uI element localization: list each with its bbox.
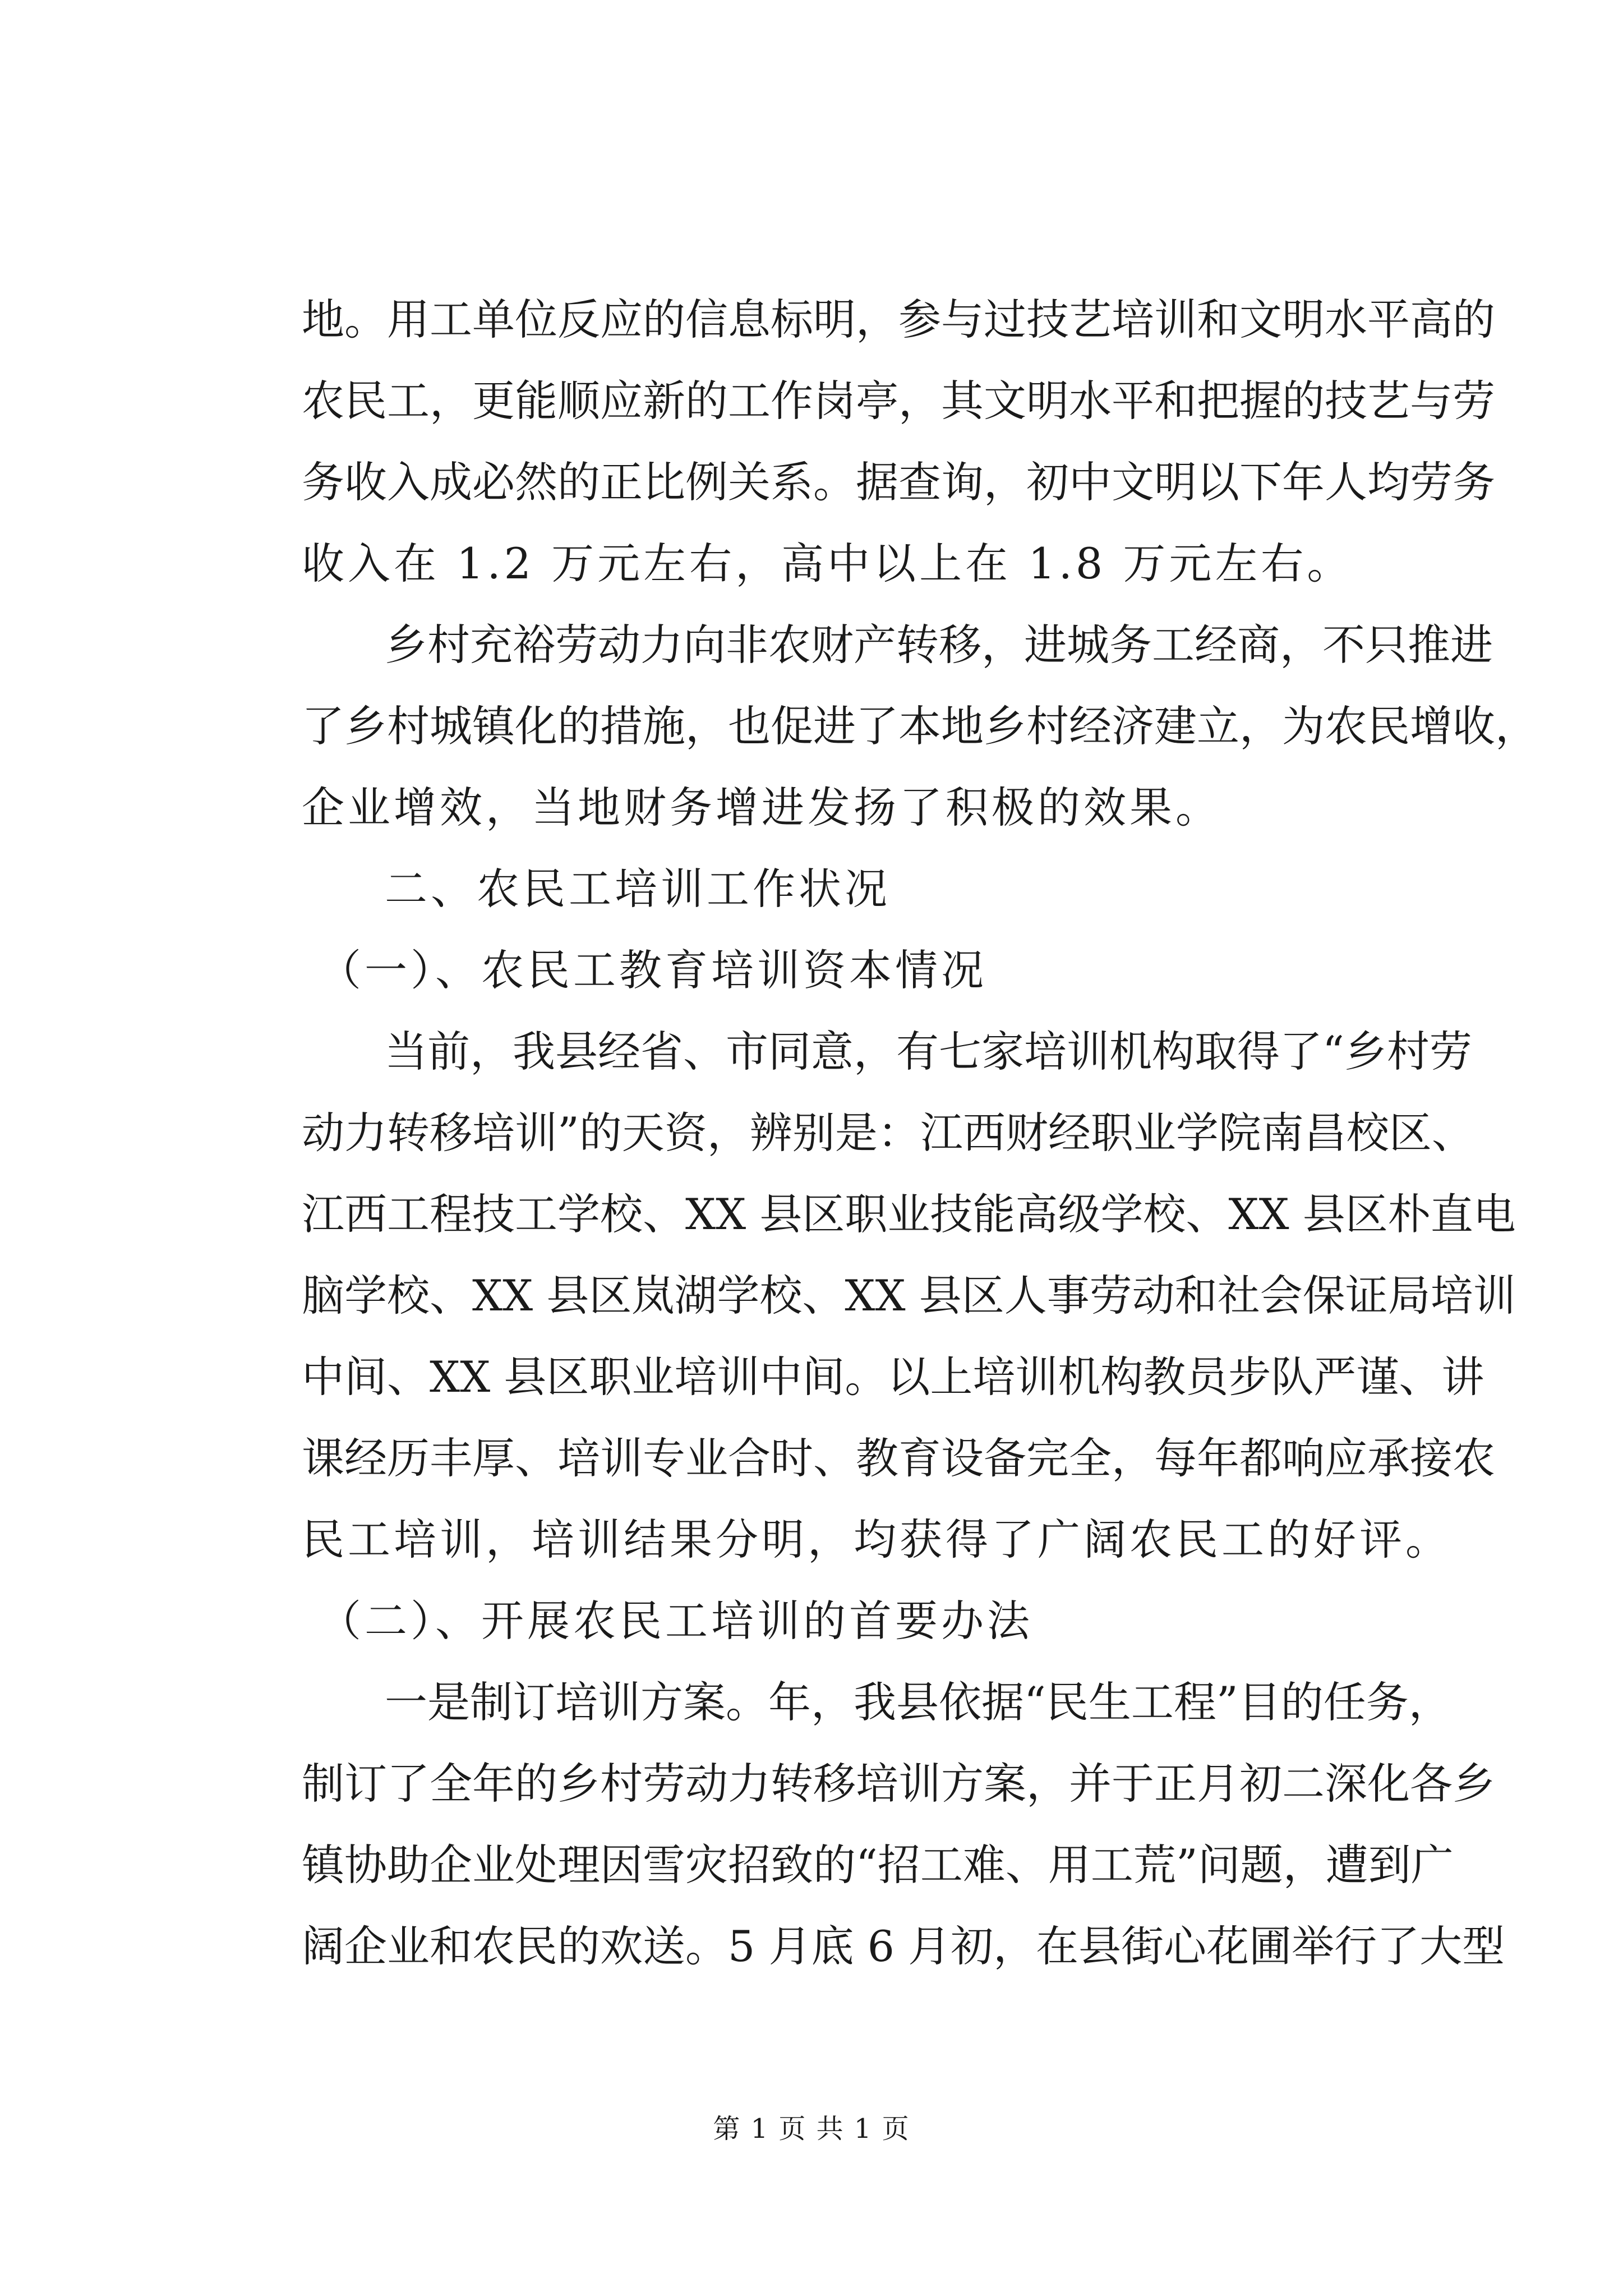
text-line: 企业增效，当地财务增进发扬了积极的效果。 xyxy=(302,783,1221,832)
text-line: 了乡村城镇化的措施，也促进了本地乡村经济建立，为农民增收， xyxy=(302,701,1538,751)
text-line: 课经历丰厚、培训专业合时、教育设备完全，每年都响应承接农 xyxy=(302,1433,1495,1483)
text-line: 民工培训，培训结果分明，均获得了广阔农民工的好评。 xyxy=(302,1515,1451,1565)
subsection-heading: （二）、开展农民工培训的首要办法 xyxy=(319,1596,1033,1646)
page-number-label: 第 1 页 共 1 页 xyxy=(713,2113,910,2145)
text-line: 农民工，更能顺应新的工作岗亭，其文明水平和把握的技艺与劳 xyxy=(302,376,1495,426)
text-line: 动力转移培训”的天资，辨别是：江西财经职业学院南昌校区、 xyxy=(302,1108,1474,1158)
text-line: 中间、XX 县区职业培训中间。以上培训机构教员步队严谨、讲 xyxy=(302,1352,1484,1402)
text-line: 地。用工单位反应的信息标明，参与过技艺培训和文明水平高的 xyxy=(302,295,1495,344)
section-heading: 二、农民工培训工作状况 xyxy=(385,864,891,914)
text-line: 镇协助企业处理因雪灾招致的“招工难、用工荒”问题，遭到广 xyxy=(302,1840,1454,1890)
text-line: 阔企业和农民的欢送。5 月底 6 月初，在县街心花圃举行了大型 xyxy=(302,1921,1505,1971)
text-line: 江西工程技工学校、XX 县区职业技能高级学校、XX 县区朴直电 xyxy=(302,1189,1516,1239)
paragraph-first-line: 一是制订培训方案。年，我县依据“民生工程”目的任务， xyxy=(385,1677,1451,1727)
page-footer xyxy=(0,2112,1623,2146)
text-line: 收入在 1.2 万元左右，高中以上在 1.8 万元左右。 xyxy=(302,539,1353,588)
text-line: 务收入成必然的正比例关系。据查询，初中文明以下年人均劳务 xyxy=(302,457,1495,507)
paragraph-first-line: 当前，我县经省、市同意，有七家培训机构取得了“乡村劳 xyxy=(385,1027,1472,1076)
text-line: 制订了全年的乡村劳动力转移培训方案，并于正月初二深化各乡 xyxy=(302,1759,1495,1809)
paragraph-first-line: 乡村充裕劳动力向非农财产转移，进城务工经商，不只推进 xyxy=(385,620,1493,670)
text-line: 脑学校、XX 县区岚湖学校、XX 县区人事劳动和社会保证局培训 xyxy=(302,1271,1516,1320)
subsection-heading: （一）、农民工教育培训资本情况 xyxy=(319,945,987,995)
